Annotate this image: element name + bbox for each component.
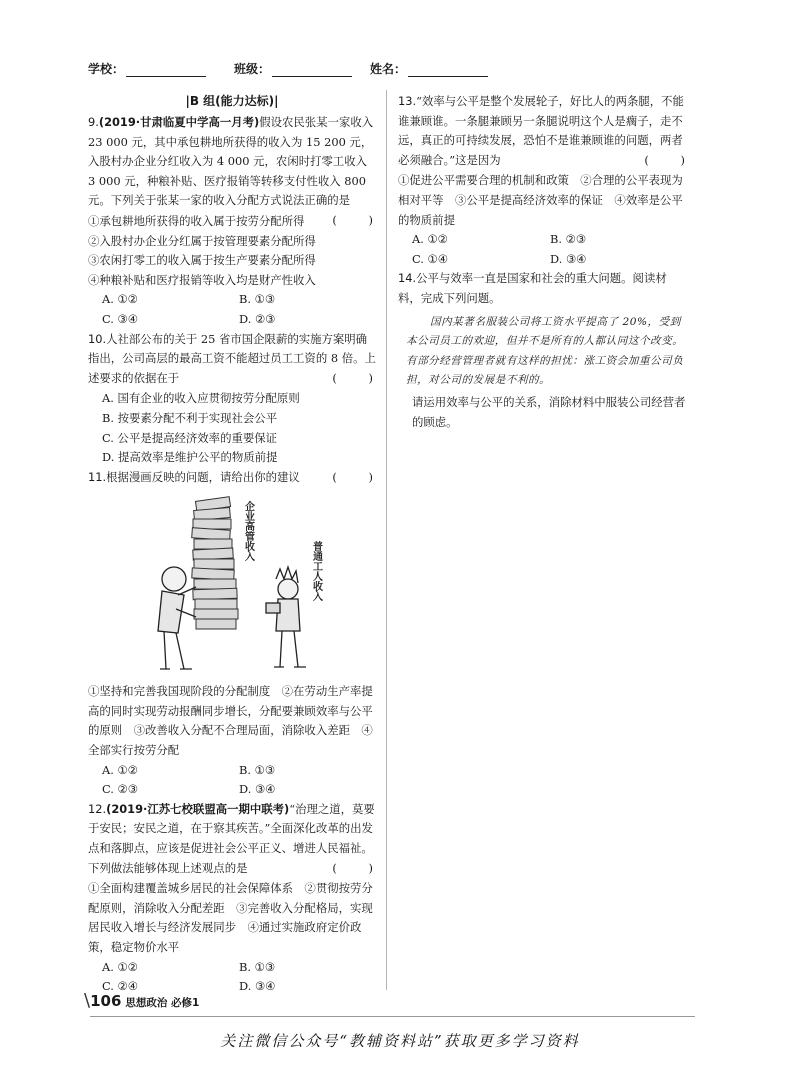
q9-stem: 假设农民张某一家收入 23 000 元，其中承包耕地所获得的收入为 15 200 元，入股村办企业分红收入为 4 000 元，农闲时打零工收入 3 000 元，种粮补贴、医疗报销等转移支付性收入 800 元。下列关于张某一家的收入分配方式说法正确的是 — [88, 115, 374, 208]
school-blank — [126, 64, 206, 77]
name-blank — [408, 64, 488, 77]
q14-material: 国内某著名服装公司将工资水平提高了 20%，受到本公司员工的欢迎，但并不是所有的人都认同这个改变。有部分经营管理者就有这样的担忧：涨工资会加重公司负担，对公司的发展是不利的。 — [406, 315, 684, 387]
question-13 — [398, 92, 688, 269]
page-number: 106 — [90, 992, 122, 1010]
footer-rule — [90, 1016, 695, 1017]
school-label: 学校： — [88, 62, 125, 76]
q13-options-row-1 — [398, 230, 688, 250]
q9-item-4: ④种粮补贴和医疗报销等收入均是财产性收入 — [88, 272, 316, 287]
question-12 — [88, 800, 376, 997]
q9-options-row-1 — [88, 290, 376, 310]
q14-number: 14. — [398, 271, 417, 286]
worker-figure — [266, 567, 306, 667]
executive-figure — [158, 567, 196, 669]
question-10 — [88, 330, 376, 468]
column-divider — [386, 90, 387, 990]
q13-number: 13. — [398, 94, 417, 108]
q9-option-b: B. ①③ — [239, 292, 276, 307]
q13-stem: “效率与公平是整个发展轮子，好比人的两条腿，不能谁兼顾谁。一条腿兼顾另一条腿说明这个人是瘸子，走不远，真正的可持续发展，恐怕不是谁兼顾谁的问题，两者必须融合。”这是因为 — [398, 94, 684, 167]
q12-source: (2019·江苏七校联盟高一期中联考) — [106, 801, 290, 816]
worker-income-label: 普通工人收入 — [310, 541, 322, 602]
footer-note: 关注微信公众号“教辅资料站”获取更多学习资料 — [220, 1032, 580, 1050]
page-footer — [84, 990, 199, 1011]
cartoon-illustration — [148, 491, 348, 676]
question-14 — [398, 269, 688, 432]
question-9 — [88, 113, 376, 330]
q10-answer-blank: ( ) — [332, 370, 376, 385]
exec-money-stack — [192, 497, 238, 629]
question-11 — [88, 468, 376, 800]
q13-option-d: D. ③④ — [550, 251, 587, 266]
q11-option-a: A. ①② — [102, 762, 138, 777]
name-field — [370, 60, 488, 77]
q12-option-d: D. ③④ — [239, 979, 276, 994]
q13-option-a: A. ①② — [412, 232, 448, 247]
q11-option-d: D. ③④ — [239, 782, 276, 797]
q9-source: (2019·甘肃临夏中学高一月考) — [98, 115, 260, 129]
q12-option-c: C. ②④ — [102, 979, 138, 994]
q9-option-a: A. ①② — [102, 292, 138, 307]
q14-stem: 公平与效率一直是国家和社会的重大问题。阅读材料，完成下列问题。 — [398, 271, 667, 305]
q10-number: 10. — [88, 331, 107, 346]
q11-option-c: C. ②③ — [102, 782, 138, 797]
q10-option-a: A. 国有企业的收入应贯彻按劳分配原则 — [102, 391, 300, 406]
class-label: 班级： — [234, 62, 271, 76]
q12-number: 12. — [88, 801, 107, 816]
exec-income-label: 企业高管收入 — [242, 501, 254, 562]
school-field — [88, 60, 206, 77]
q11-items: ①坚持和完善我国现阶段的分配制度 ②在劳动生产率提高的同时实现劳动报酬同步增长，分配要兼顾效率与公平的原则 ③改善收入分配不合理局面，消除收入差距 ④全部实行按劳分配 — [88, 684, 373, 758]
q9-item-1: ①承包耕地所获得的收入属于按劳分配所得 — [88, 213, 305, 228]
class-blank — [272, 64, 352, 77]
income-gap-cartoon — [148, 491, 348, 676]
q9-item-3: ③农闲打零工的收入属于按生产要素分配所得 — [88, 253, 316, 268]
q9-item-2: ②入股村办企业分红属于按管理要素分配所得 — [88, 233, 316, 248]
class-field — [234, 60, 352, 77]
footer-slash-icon: \ — [84, 990, 91, 1011]
subject-label: 思想政治 必修1 — [125, 997, 200, 1009]
q11-stem: 根据漫画反映的问题，请给出你的建议 — [106, 469, 300, 484]
q11-option-b: B. ①③ — [239, 762, 276, 777]
left-column — [88, 92, 376, 997]
q14-task: 请运用效率与公平的关系，消除材料中服装公司经营者的顾虑。 — [412, 394, 686, 429]
q12-answer-blank: ( ) — [332, 860, 376, 875]
q12-option-b: B. ①③ — [239, 959, 276, 974]
q12-items: ①全面构建覆盖城乡居民的社会保障体系 ②贯彻按劳分配原则，消除收入分配差距 ③完善收入分配格局，实现居民收入增长与经济发展同步 ④通过实施政府定价政策，稳定物价水平 — [88, 881, 373, 954]
right-column — [398, 92, 688, 432]
q10-stem: 人社部公布的关于 25 省市国企限薪的实施方案明确指出，公司高层的最高工资不能超过员工工资的 8 倍。上述要求的依据在于 — [88, 331, 376, 385]
q13-items: ①促进公平需要合理的机制和政策 ②合理的公平表现为相对平等 ③公平是提高经济效率的保证 ④效率是公平的物质前提 — [398, 173, 683, 227]
name-label: 姓名： — [370, 62, 407, 76]
section-title: |B 组(能力达标)| — [185, 94, 279, 108]
q9-number: 9. — [88, 115, 99, 129]
q10-option-d: D. 提高效率是维护公平的物质前提 — [102, 450, 278, 465]
q12-stem: “治理之道，莫要于安民；安民之道，在于察其疾苦。”全面深化改革的出发点和落脚点，应该是促进社会公平正义、增进人民福祉。下列做法能够体现上述观点的是 — [88, 801, 375, 875]
q12-options-row-1 — [88, 958, 376, 978]
q11-number: 11. — [88, 469, 107, 484]
q11-options-row-2 — [88, 780, 376, 800]
section-title-text: B 组(能力达标) — [189, 94, 275, 108]
q10-option-c: C. 公平是提高经济效率的重要保证 — [102, 430, 278, 445]
q13-option-c: C. ①④ — [412, 251, 448, 266]
q13-option-b: B. ②③ — [550, 232, 587, 247]
q9-option-c: C. ③④ — [102, 311, 138, 326]
q11-options-row-1 — [88, 761, 376, 781]
q12-option-a: A. ①② — [102, 959, 138, 974]
q9-answer-blank: ( ) — [332, 212, 376, 227]
q13-answer-blank: ( ) — [644, 152, 688, 167]
q9-options-row-2 — [88, 310, 376, 330]
q10-option-b: B. 按要素分配不利于实现社会公平 — [102, 410, 278, 425]
q9-option-d: D. ②③ — [239, 311, 276, 326]
q13-options-row-2 — [398, 250, 688, 270]
q11-answer-blank: ( ) — [332, 469, 376, 484]
